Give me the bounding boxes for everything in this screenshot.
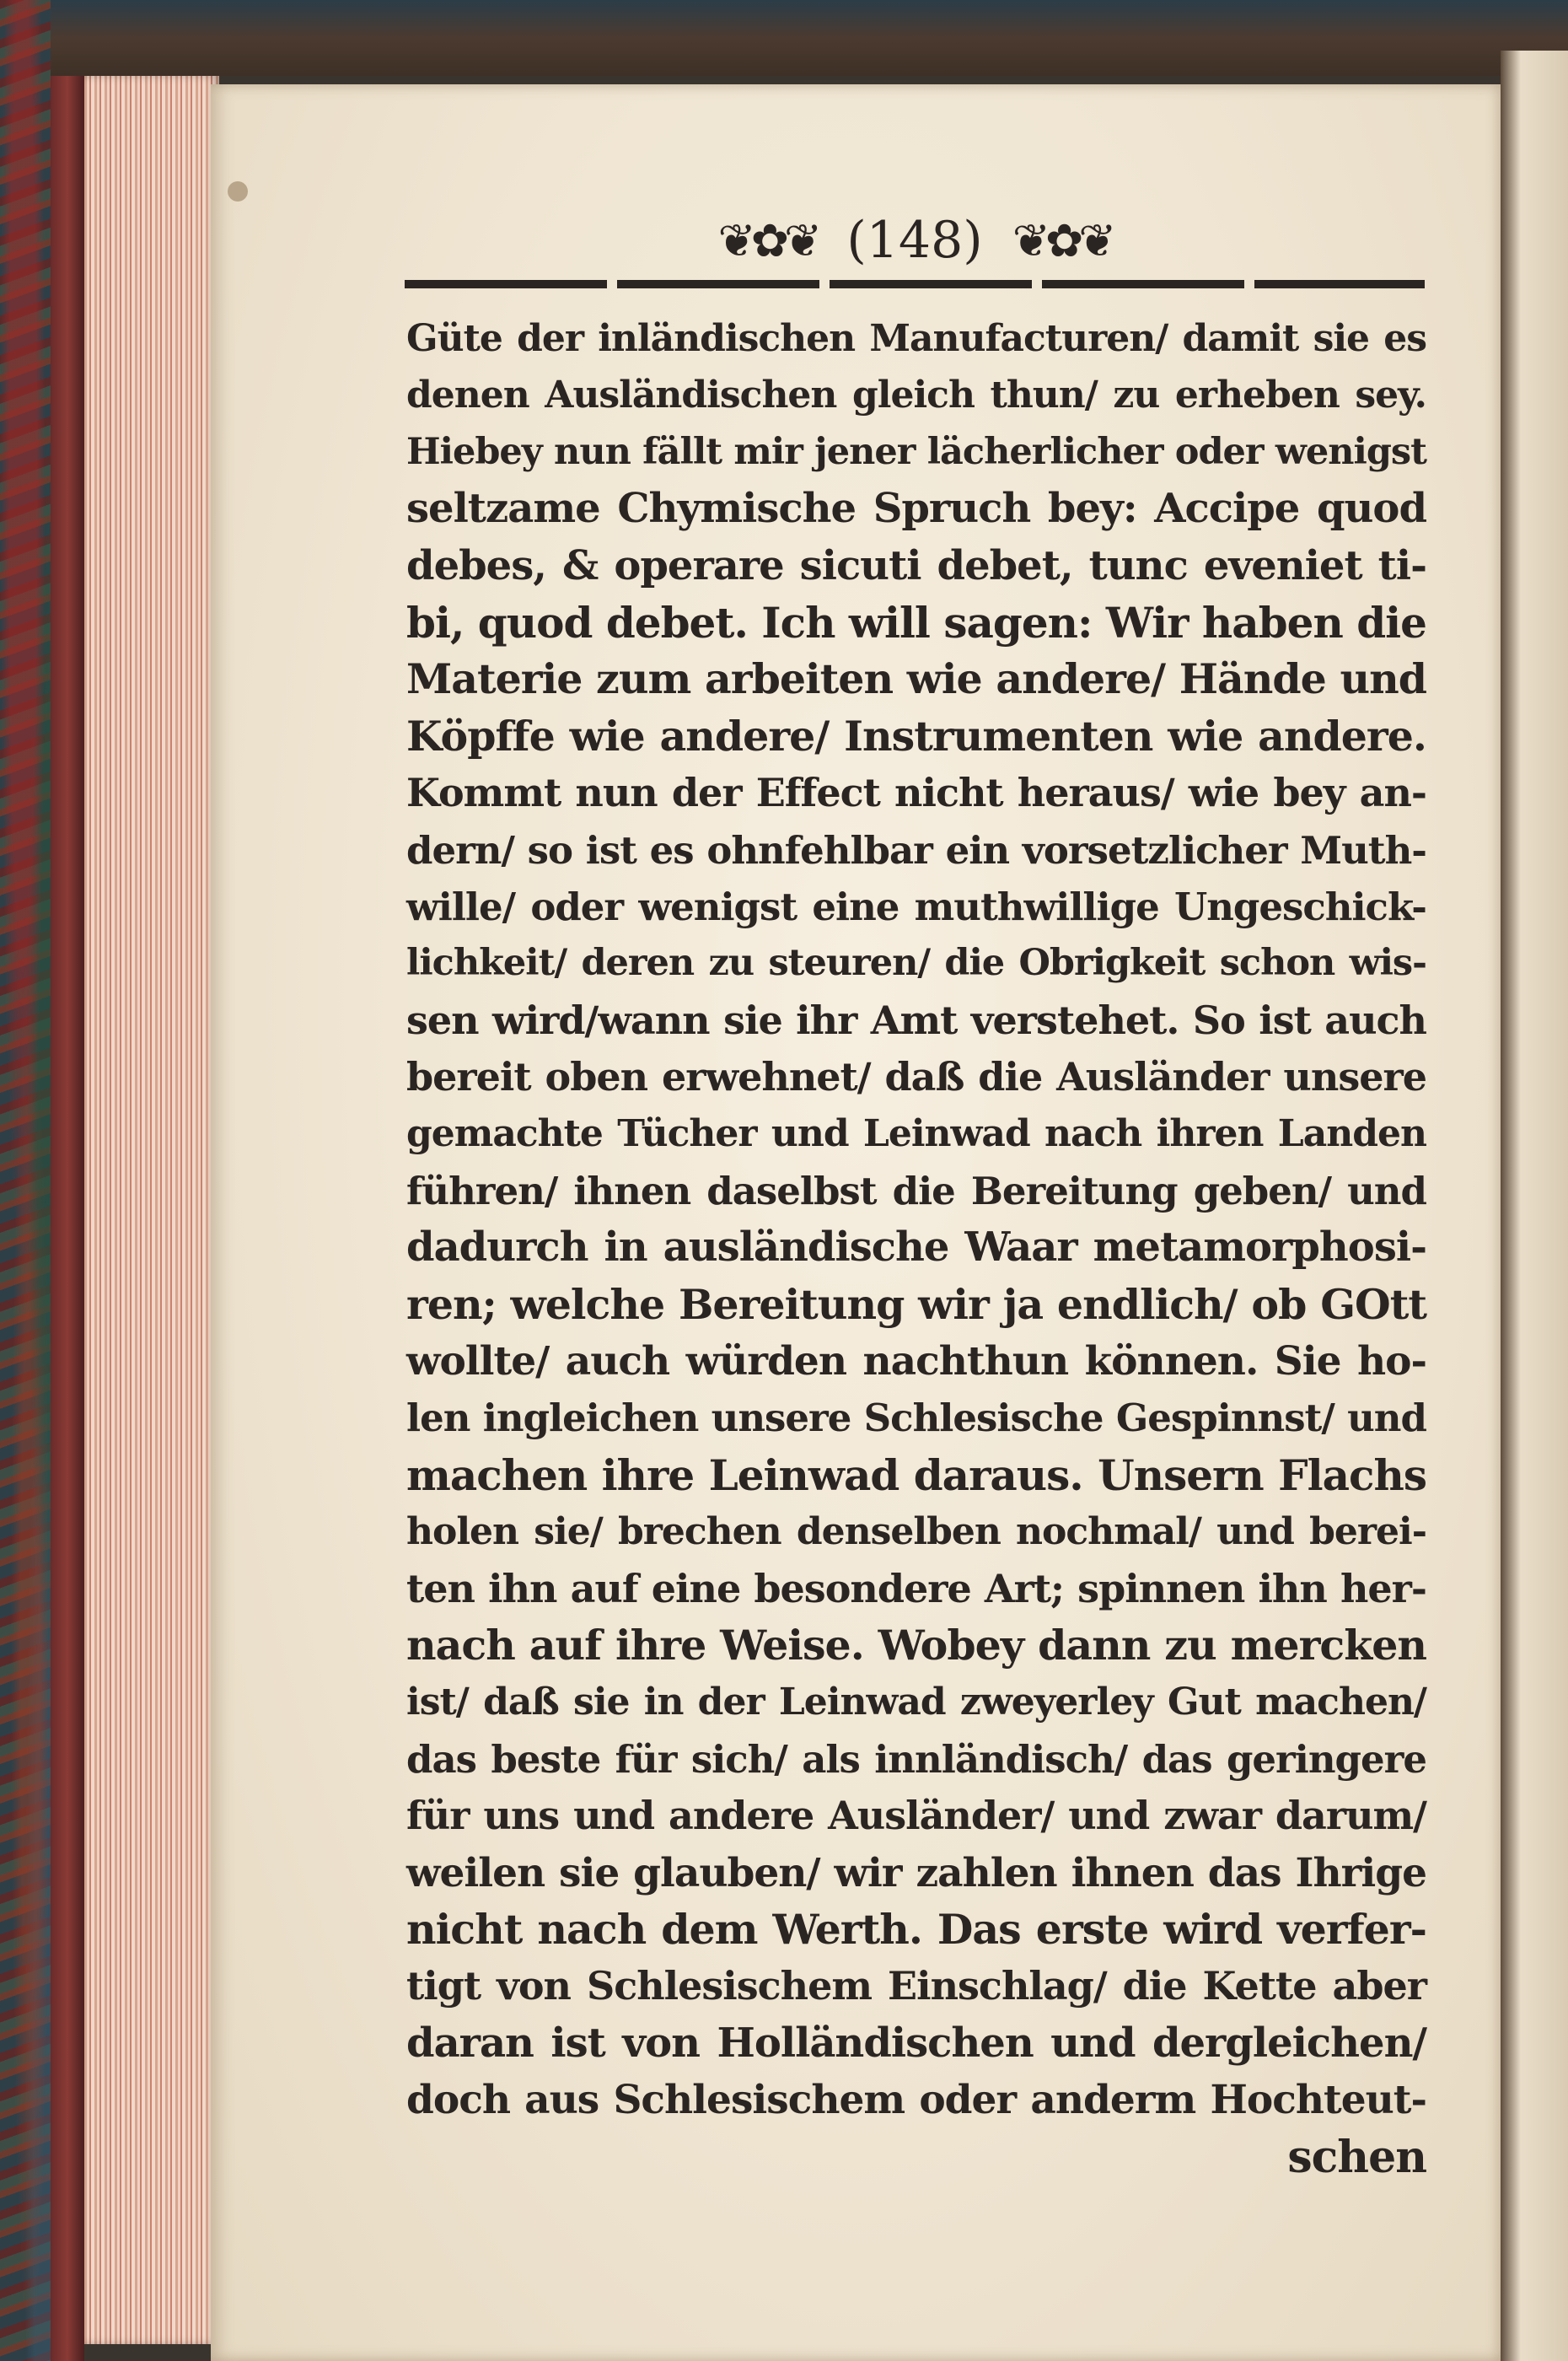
text-line: ren; welche Bereitung wir ja endlich/ ob GOtt [406,1279,1426,1329]
text-line: gemachte Tücher und Leinwad nach ihren Landen [406,1112,1426,1156]
text-line: Hiebey nun fällt mir jener lächerlicher oder wenigst [406,430,1426,473]
text-line: dadurch in ausländische Waar metamorphosi- [406,1224,1426,1272]
text-line: ist/ daß sie in der Leinwad zweyerley Gut machen/ [406,1681,1426,1724]
header-rule [405,280,1425,288]
text-line: sen wird/wann sie ihr Amt verstehet. So ist auch [406,997,1426,1043]
text-line: doch aus Schlesischem oder anderm Hochteut- [406,2077,1426,2124]
running-header [405,211,1425,304]
text-line: machen ihre Leinwad daraus. Unsern Flachs [406,1449,1426,1500]
text-line: Köpffe wie andere/ Instrumenten wie andere. [406,711,1426,761]
text-line: bi, quod debet. Ich will sagen: Wir haben die [406,597,1426,648]
text-line: wollte/ auch würden nachthun können. Sie ho- [406,1338,1426,1385]
text-line: nach auf ihre Weise. Wobey dann zu mercken [406,1620,1426,1670]
text-line: len ingleichen unsere Schlesische Gespinnst/ und [406,1396,1426,1441]
top-binding-strip [51,0,1568,76]
left-ornament-icon: ❦✿❦ [717,213,818,267]
paper-spot [228,181,248,202]
text-line: bereit oben erwehnet/ daß die Ausländer unsere [406,1054,1426,1100]
text-line: Kommt nun der Effect nicht heraus/ wie bey an- [406,770,1426,816]
text-line: daran ist von Holländischen und dergleichen/ [406,2019,1426,2067]
text-line: wille/ oder wenigst eine muthwillige Ungeschick- [406,884,1426,929]
body-text [406,310,1426,2186]
red-page-edges [84,76,219,2344]
text-line: lichkeit/ deren zu steuren/ die Obrigkeit schon wis- [406,942,1426,985]
text-line: seltzame Chymische Spruch bey: Accipe quod [406,485,1426,533]
text-line: weilen sie glauben/ wir zahlen ihnen das Ihrige [406,1849,1426,1896]
cover-spine-edge [51,0,84,2361]
text-line: Materie zum arbeiten wie andere/ Hände und [406,654,1426,704]
text-line: führen/ ihnen daselbst die Bereitung geben/ und [406,1168,1426,1213]
right-ornament-icon: ❦✿❦ [1012,213,1112,267]
text-line: nicht nach dem Werth. Das erste wird verfer- [406,1904,1426,1954]
text-line: für uns und andere Ausländer/ und zwar darum/ [406,1793,1426,1839]
text-line: Güte der inländischen Manufacturen/ damit sie es [406,317,1426,360]
facing-page-edge [1501,51,1568,2361]
text-line: holen sie/ brechen denselben nochmal/ und berei- [406,1510,1426,1554]
text-line: dern/ so ist es ohnfehlbar ein vorsetzlicher Muth- [406,827,1426,873]
text-line: denen Ausländischen gleich thun/ zu erheben sey. [406,374,1426,417]
text-line: das beste für sich/ als innländisch/ das geringere [406,1736,1426,1782]
text-line: ten ihn auf eine besondere Art; spinnen ihn her- [406,1565,1426,1611]
catchword: schen [1287,2131,1426,2183]
text-line: tigt von Schlesischem Einschlag/ die Kette aber [406,1963,1426,2009]
page-number: (148) [846,211,983,270]
text-line: debes, & operare sicuti debet, tunc eveniet ti- [406,541,1426,589]
